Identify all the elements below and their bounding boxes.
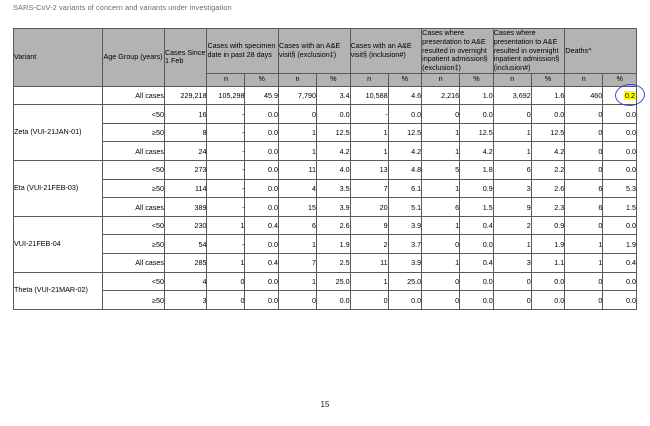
deaths-n-cell: 0 — [565, 123, 603, 142]
deaths-pct-cell — [603, 86, 637, 105]
deaths-n-cell: 6 — [565, 179, 603, 198]
specimen-n-cell: 0 — [207, 272, 245, 291]
ae-exclusion-n-cell: 7 — [279, 254, 317, 273]
ae-inclusion-n-cell: 1 — [350, 272, 388, 291]
admission-exclusion-pct-cell: 0.9 — [460, 179, 494, 198]
deaths-pct-cell: 0.0 — [603, 105, 637, 124]
age-group-cell: ≥50 — [103, 179, 165, 198]
ae-inclusion-pct-cell: 5.1 — [388, 198, 422, 217]
table-row — [14, 216, 637, 235]
subheader-pct-deaths: % — [603, 73, 637, 86]
cases-since-1-feb-cell: 3 — [164, 291, 207, 310]
deaths-pct-cell: 5.3 — [603, 179, 637, 198]
admission-inclusion-pct-cell: 1.1 — [531, 254, 565, 273]
subheader-n-deaths: n — [565, 73, 603, 86]
ae-exclusion-pct-cell: 4.0 — [317, 161, 351, 180]
admission-exclusion-n-cell: 0 — [422, 235, 460, 254]
subheader-n-ae-inclusion: n — [350, 73, 388, 86]
cases-since-1-feb-cell: 4 — [164, 272, 207, 291]
cases-since-1-feb-cell: 389 — [164, 198, 207, 217]
ae-inclusion-n-cell: 7 — [350, 179, 388, 198]
admission-exclusion-n-cell: 0 — [422, 291, 460, 310]
specimen-pct-cell: 0.0 — [245, 123, 279, 142]
specimen-n-cell: 1 — [207, 254, 245, 273]
admission-exclusion-pct-cell: 1.8 — [460, 161, 494, 180]
table-row — [14, 179, 637, 198]
ae-inclusion-n-cell: 1 — [350, 123, 388, 142]
col-header-cases-specimen-28-days: Cases with specimen date in past 28 days — [207, 29, 279, 74]
variants-table-container — [13, 28, 637, 310]
col-header-deaths: Deaths^ — [565, 29, 637, 74]
deaths-n-cell: 0 — [565, 161, 603, 180]
ae-exclusion-n-cell: 1 — [279, 272, 317, 291]
cases-since-1-feb-cell: 24 — [164, 142, 207, 161]
ae-exclusion-n-cell: 4 — [279, 179, 317, 198]
specimen-pct-cell: 0.0 — [245, 161, 279, 180]
specimen-pct-cell: 0.0 — [245, 142, 279, 161]
age-group-cell: All cases — [103, 86, 165, 105]
age-group-cell: All cases — [103, 254, 165, 273]
deaths-pct-cell: 0.0 — [603, 216, 637, 235]
cases-since-1-feb-cell: 54 — [164, 235, 207, 254]
ae-exclusion-pct-cell: 3.4 — [317, 86, 351, 105]
specimen-n-cell: - — [207, 105, 245, 124]
ae-exclusion-pct-cell: 0.0 — [317, 105, 351, 124]
subheader-pct-admission-inclusion: % — [531, 73, 565, 86]
specimen-pct-cell: 0.0 — [245, 272, 279, 291]
variant-label-cell — [14, 86, 103, 105]
cases-since-1-feb-cell: 285 — [164, 254, 207, 273]
age-group-cell: All cases — [103, 142, 165, 161]
ae-inclusion-n-cell: 9 — [350, 216, 388, 235]
subheader-pct-ae-exclusion: % — [317, 73, 351, 86]
cases-since-1-feb-cell: 8 — [164, 123, 207, 142]
header-row-main — [14, 29, 637, 74]
ae-inclusion-pct-cell: 0.0 — [388, 291, 422, 310]
age-group-cell: All cases — [103, 198, 165, 217]
admission-inclusion-n-cell: 3 — [493, 179, 531, 198]
col-header-admission-inclusion: Cases where presentation to A&E resulted in overnight inpatient admission§ (inclusion#) — [493, 29, 565, 74]
col-header-cases-since-1-feb: Cases Since 1 Feb — [164, 29, 207, 87]
table-row — [14, 123, 637, 142]
table-row — [14, 105, 637, 124]
deaths-pct-cell: 0.0 — [603, 291, 637, 310]
deaths-n-cell: 1 — [565, 254, 603, 273]
table-row — [14, 161, 637, 180]
cases-since-1-feb-cell: 16 — [164, 105, 207, 124]
admission-inclusion-pct-cell: 4.2 — [531, 142, 565, 161]
admission-inclusion-n-cell: 0 — [493, 272, 531, 291]
specimen-pct-cell: 0.4 — [245, 254, 279, 273]
cases-since-1-feb-cell: 230 — [164, 216, 207, 235]
ae-exclusion-pct-cell: 1.9 — [317, 235, 351, 254]
admission-exclusion-n-cell: 1 — [422, 254, 460, 273]
admission-inclusion-pct-cell: 1.6 — [531, 86, 565, 105]
subheader-pct-ae-inclusion: % — [388, 73, 422, 86]
admission-exclusion-n-cell: 1 — [422, 179, 460, 198]
deaths-pct-cell: 0.0 — [603, 272, 637, 291]
admission-exclusion-pct-cell: 0.0 — [460, 272, 494, 291]
ae-inclusion-pct-cell: 3.9 — [388, 254, 422, 273]
admission-inclusion-n-cell: 1 — [493, 142, 531, 161]
subheader-n-admission-inclusion: n — [493, 73, 531, 86]
variant-label-cell: Eta (VUI-21FEB-03) — [14, 161, 103, 217]
table-row — [14, 291, 637, 310]
admission-exclusion-pct-cell: 0.0 — [460, 291, 494, 310]
deaths-n-cell: 0 — [565, 142, 603, 161]
table-row — [14, 142, 637, 161]
admission-exclusion-pct-cell: 12.5 — [460, 123, 494, 142]
admission-inclusion-pct-cell: 2.2 — [531, 161, 565, 180]
deaths-n-cell: 460 — [565, 86, 603, 105]
admission-inclusion-pct-cell: 2.3 — [531, 198, 565, 217]
specimen-n-cell: 0 — [207, 291, 245, 310]
admission-exclusion-pct-cell: 0.0 — [460, 235, 494, 254]
admission-exclusion-pct-cell: 1.5 — [460, 198, 494, 217]
deaths-n-cell: 0 — [565, 105, 603, 124]
ae-inclusion-pct-cell: 4.2 — [388, 142, 422, 161]
ae-inclusion-pct-cell: 4.8 — [388, 161, 422, 180]
specimen-pct-cell: 0.0 — [245, 179, 279, 198]
deaths-pct-cell: 1.5 — [603, 198, 637, 217]
admission-inclusion-pct-cell: 12.5 — [531, 123, 565, 142]
admission-inclusion-n-cell: 3,692 — [493, 86, 531, 105]
ae-exclusion-pct-cell: 4.2 — [317, 142, 351, 161]
col-header-ae-visit-exclusion: Cases with an A&E visit§ (exclusion‡) — [279, 29, 351, 74]
specimen-n-cell: - — [207, 198, 245, 217]
admission-inclusion-n-cell: 1 — [493, 235, 531, 254]
admission-inclusion-n-cell: 0 — [493, 105, 531, 124]
admission-inclusion-pct-cell: 0.0 — [531, 105, 565, 124]
ae-exclusion-pct-cell: 3.9 — [317, 198, 351, 217]
admission-inclusion-pct-cell: 2.6 — [531, 179, 565, 198]
cases-since-1-feb-cell: 273 — [164, 161, 207, 180]
ae-exclusion-n-cell: 1 — [279, 142, 317, 161]
admission-exclusion-pct-cell: 0.4 — [460, 216, 494, 235]
admission-inclusion-pct-cell: 0.9 — [531, 216, 565, 235]
admission-exclusion-n-cell: 5 — [422, 161, 460, 180]
admission-exclusion-pct-cell: 1.0 — [460, 86, 494, 105]
admission-inclusion-n-cell: 1 — [493, 123, 531, 142]
specimen-n-cell: - — [207, 142, 245, 161]
ae-inclusion-n-cell: 10,588 — [350, 86, 388, 105]
ae-exclusion-n-cell: 6 — [279, 216, 317, 235]
specimen-n-cell: 105,298 — [207, 86, 245, 105]
table-header — [14, 29, 637, 87]
col-header-ae-visit-inclusion: Cases with an A&E visit§ (inclusion#) — [350, 29, 422, 74]
ae-exclusion-n-cell: 15 — [279, 198, 317, 217]
admission-exclusion-n-cell: 1 — [422, 216, 460, 235]
ae-inclusion-n-cell: - — [350, 105, 388, 124]
deaths-pct-cell: 0.0 — [603, 161, 637, 180]
cases-since-1-feb-cell: 229,218 — [164, 86, 207, 105]
specimen-n-cell: 1 — [207, 216, 245, 235]
admission-inclusion-n-cell: 6 — [493, 161, 531, 180]
admission-exclusion-n-cell: 1 — [422, 142, 460, 161]
specimen-pct-cell: 0.0 — [245, 105, 279, 124]
admission-exclusion-pct-cell: 4.2 — [460, 142, 494, 161]
admission-inclusion-n-cell: 0 — [493, 291, 531, 310]
ae-inclusion-n-cell: 2 — [350, 235, 388, 254]
highlighted-value: 0.2 — [625, 90, 635, 100]
ae-exclusion-n-cell: 0 — [279, 291, 317, 310]
table-row — [14, 272, 637, 291]
variants-table — [13, 28, 637, 310]
deaths-pct-cell: 0.4 — [603, 254, 637, 273]
ae-inclusion-n-cell: 13 — [350, 161, 388, 180]
table-row — [14, 86, 637, 105]
age-group-cell: ≥50 — [103, 291, 165, 310]
ae-inclusion-pct-cell: 0.0 — [388, 105, 422, 124]
ae-exclusion-n-cell: 11 — [279, 161, 317, 180]
admission-exclusion-n-cell: 0 — [422, 272, 460, 291]
ae-exclusion-n-cell: 7,790 — [279, 86, 317, 105]
specimen-pct-cell: 0.0 — [245, 235, 279, 254]
specimen-pct-cell: 45.9 — [245, 86, 279, 105]
ae-exclusion-pct-cell: 2.5 — [317, 254, 351, 273]
specimen-n-cell: - — [207, 161, 245, 180]
ae-exclusion-n-cell: 1 — [279, 235, 317, 254]
document-header-text: SARS-CoV-2 variants of concern and variants under investigation — [13, 3, 232, 12]
ae-exclusion-n-cell: 1 — [279, 123, 317, 142]
variant-label-cell: Theta (VUI-21MAR-02) — [14, 272, 103, 309]
age-group-cell: ≥50 — [103, 123, 165, 142]
specimen-pct-cell: 0.4 — [245, 216, 279, 235]
admission-exclusion-n-cell: 6 — [422, 198, 460, 217]
ae-inclusion-n-cell: 11 — [350, 254, 388, 273]
subheader-pct-specimen: % — [245, 73, 279, 86]
age-group-cell: <50 — [103, 216, 165, 235]
table-row — [14, 235, 637, 254]
admission-exclusion-pct-cell: 0.0 — [460, 105, 494, 124]
table-row — [14, 198, 637, 217]
deaths-n-cell: 0 — [565, 272, 603, 291]
deaths-n-cell: 0 — [565, 216, 603, 235]
subheader-n-specimen: n — [207, 73, 245, 86]
admission-exclusion-n-cell: 0 — [422, 105, 460, 124]
col-header-admission-exclusion: Cases where presentation to A&E resulted in overnight inpatient admission§ (exclusion‡) — [422, 29, 494, 74]
specimen-pct-cell: 0.0 — [245, 291, 279, 310]
specimen-n-cell: - — [207, 123, 245, 142]
admission-inclusion-n-cell: 9 — [493, 198, 531, 217]
deaths-n-cell: 0 — [565, 291, 603, 310]
ae-inclusion-pct-cell: 6.1 — [388, 179, 422, 198]
age-group-cell: <50 — [103, 272, 165, 291]
col-header-age-group: Age Group (years) — [103, 29, 165, 87]
ae-inclusion-n-cell: 20 — [350, 198, 388, 217]
subheader-n-ae-exclusion: n — [279, 73, 317, 86]
deaths-pct-cell: 1.9 — [603, 235, 637, 254]
admission-exclusion-n-cell: 2,216 — [422, 86, 460, 105]
ae-inclusion-pct-cell: 4.6 — [388, 86, 422, 105]
age-group-cell: <50 — [103, 105, 165, 124]
ae-inclusion-pct-cell: 12.5 — [388, 123, 422, 142]
ae-inclusion-pct-cell: 25.0 — [388, 272, 422, 291]
admission-inclusion-n-cell: 2 — [493, 216, 531, 235]
admission-inclusion-pct-cell: 1.9 — [531, 235, 565, 254]
deaths-n-cell: 6 — [565, 198, 603, 217]
ae-exclusion-pct-cell: 3.5 — [317, 179, 351, 198]
admission-exclusion-pct-cell: 0.4 — [460, 254, 494, 273]
ae-exclusion-n-cell: 0 — [279, 105, 317, 124]
ae-exclusion-pct-cell: 12.5 — [317, 123, 351, 142]
deaths-pct-cell: 0.0 — [603, 142, 637, 161]
admission-inclusion-n-cell: 3 — [493, 254, 531, 273]
admission-inclusion-pct-cell: 0.0 — [531, 291, 565, 310]
ae-inclusion-pct-cell: 3.7 — [388, 235, 422, 254]
cases-since-1-feb-cell: 114 — [164, 179, 207, 198]
ae-inclusion-n-cell: 0 — [350, 291, 388, 310]
ae-exclusion-pct-cell: 2.6 — [317, 216, 351, 235]
ae-inclusion-pct-cell: 3.9 — [388, 216, 422, 235]
page-number: 15 — [320, 400, 330, 409]
deaths-pct-cell: 0.0 — [603, 123, 637, 142]
variant-label-cell: Zeta (VUI-21JAN-01) — [14, 105, 103, 161]
ae-exclusion-pct-cell: 0.0 — [317, 291, 351, 310]
admission-exclusion-n-cell: 1 — [422, 123, 460, 142]
specimen-pct-cell: 0.0 — [245, 198, 279, 217]
deaths-n-cell: 1 — [565, 235, 603, 254]
subheader-n-admission-exclusion: n — [422, 73, 460, 86]
variant-label-cell: VUI-21FEB-04 — [14, 216, 103, 272]
specimen-n-cell: - — [207, 235, 245, 254]
table-row — [14, 254, 637, 273]
table-body — [14, 86, 637, 309]
admission-inclusion-pct-cell: 0.0 — [531, 272, 565, 291]
col-header-variant: Variant — [14, 29, 103, 87]
ae-inclusion-n-cell: 1 — [350, 142, 388, 161]
age-group-cell: ≥50 — [103, 235, 165, 254]
ae-exclusion-pct-cell: 25.0 — [317, 272, 351, 291]
specimen-n-cell: - — [207, 179, 245, 198]
age-group-cell: <50 — [103, 161, 165, 180]
subheader-pct-admission-exclusion: % — [460, 73, 494, 86]
